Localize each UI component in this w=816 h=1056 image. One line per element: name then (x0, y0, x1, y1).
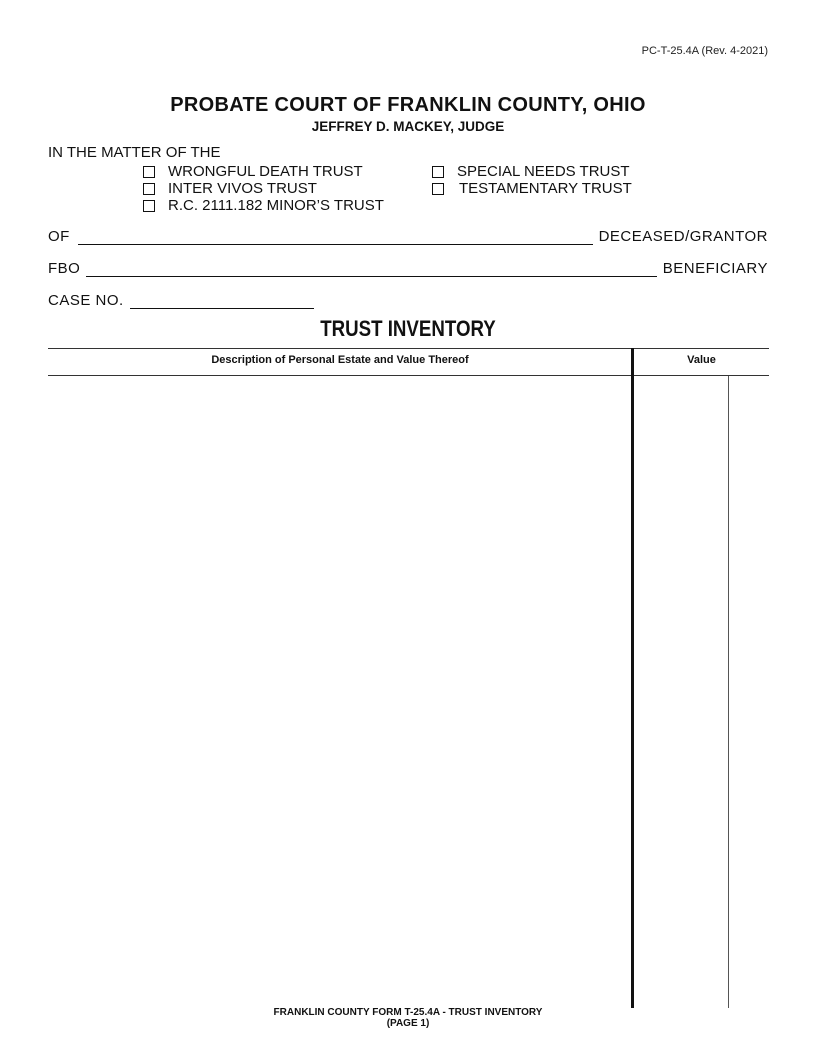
footer (0, 1007, 816, 1029)
checkbox-label: WRONGFUL DEATH TRUST (168, 163, 363, 180)
court-title: PROBATE COURT OF FRANKLIN COUNTY, OHIO (170, 94, 646, 116)
column-header-value: Value (687, 354, 716, 366)
checkbox-wrongful-death-trust[interactable] (143, 163, 363, 180)
checkbox-icon[interactable] (143, 183, 155, 195)
footer-page-number: (PAGE 1) (386, 1018, 430, 1029)
table-header-rule (48, 375, 769, 376)
matter-label: IN THE MATTER OF THE (48, 144, 221, 161)
checkbox-icon[interactable] (432, 166, 444, 178)
form-number: PC-T-25.4A (Rev. 4-2021) (641, 45, 768, 57)
of-row (48, 228, 768, 245)
description-column-area[interactable] (48, 377, 630, 1007)
beneficiary-label: BENEFICIARY (662, 260, 768, 277)
case-number-field[interactable] (130, 294, 314, 309)
fbo-label: FBO (48, 260, 81, 277)
case-row (48, 292, 320, 309)
beneficiary-field[interactable] (86, 262, 656, 277)
judge-name: JEFFREY D. MACKEY, JUDGE (311, 119, 505, 134)
inventory-title: TRUST INVENTORY (320, 316, 496, 341)
value-cents-column-area[interactable] (729, 377, 769, 1007)
fbo-row (48, 260, 768, 277)
column-divider-main (631, 348, 634, 1008)
footer-form-title: FRANKLIN COUNTY FORM T-25.4A - TRUST INVENTORY (273, 1007, 543, 1018)
case-number-label: CASE NO. (48, 292, 124, 309)
checkbox-icon[interactable] (143, 200, 155, 212)
column-header-description: Description of Personal Estate and Value Thereof (211, 354, 469, 366)
of-label: OF (48, 228, 70, 245)
deceased-grantor-field[interactable] (78, 230, 593, 245)
checkbox-icon[interactable] (143, 166, 155, 178)
checkbox-minors-trust[interactable] (143, 197, 384, 214)
checkbox-label: TESTAMENTARY TRUST (459, 180, 632, 197)
checkbox-icon[interactable] (432, 183, 444, 195)
table-top-rule (48, 348, 769, 349)
checkbox-label: INTER VIVOS TRUST (168, 180, 317, 197)
value-dollars-column-area[interactable] (634, 377, 728, 1007)
checkbox-label: SPECIAL NEEDS TRUST (457, 163, 630, 180)
column-divider-cents (728, 376, 729, 1008)
checkbox-label: R.C. 2111.182 MINOR’S TRUST (168, 197, 384, 214)
checkbox-inter-vivos-trust[interactable] (143, 180, 317, 197)
deceased-grantor-label: DECEASED/GRANTOR (598, 228, 768, 245)
checkbox-testamentary-trust[interactable] (432, 180, 632, 197)
checkbox-special-needs-trust[interactable] (432, 163, 630, 180)
